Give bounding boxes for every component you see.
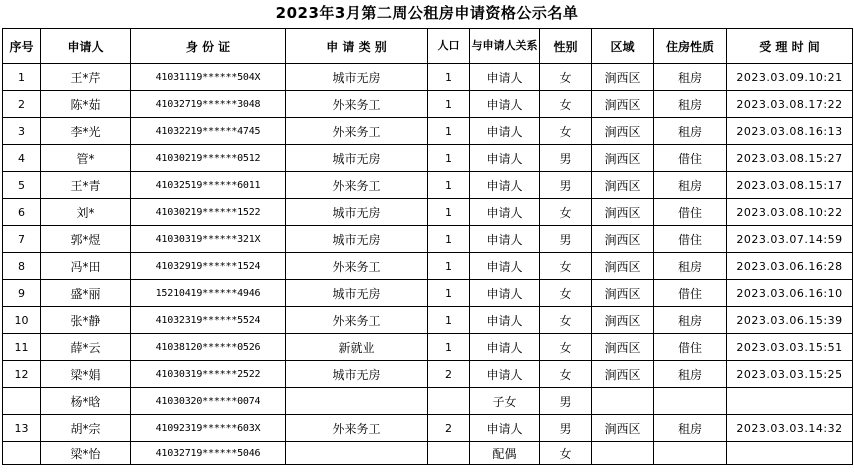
cell-sex: 男: [540, 226, 592, 253]
cell-area: 涧西区: [592, 64, 654, 91]
table-row: [3, 361, 853, 388]
cell-housing: 租房: [654, 64, 727, 91]
cell-time: 2023.03.08.17:22: [727, 91, 853, 118]
cell-relation: 申请人: [470, 307, 540, 334]
cell-applicant: 胡*宗: [41, 415, 131, 442]
cell-sex: 男: [540, 415, 592, 442]
cell-time: 2023.03.06.16:28: [727, 253, 853, 280]
cell-applicant: 王*青: [41, 172, 131, 199]
header-time: 受 理 时 间: [727, 29, 853, 64]
cell-seq: [3, 388, 41, 415]
cell-time: 2023.03.09.10:21: [727, 64, 853, 91]
cell-people: 1: [428, 307, 470, 334]
cell-housing: 租房: [654, 91, 727, 118]
cell-category: 城市无房: [286, 361, 428, 388]
cell-area: 涧西区: [592, 415, 654, 442]
table-row: [3, 91, 853, 118]
cell-housing: 租房: [654, 253, 727, 280]
cell-seq: 7: [3, 226, 41, 253]
header-id: 身 份 证: [131, 29, 286, 64]
table-row: [3, 388, 853, 415]
cell-sex: 男: [540, 388, 592, 415]
cell-category: [286, 388, 428, 415]
cell-relation: 申请人: [470, 145, 540, 172]
header-people: 人口: [428, 29, 470, 64]
cell-applicant: 盛*丽: [41, 280, 131, 307]
cell-id: 41030320******0074: [131, 388, 286, 415]
cell-category: 外来务工: [286, 172, 428, 199]
cell-area: 涧西区: [592, 199, 654, 226]
cell-seq: 8: [3, 253, 41, 280]
cell-area: 涧西区: [592, 226, 654, 253]
page-title: 2023年3月第二周公租房申请资格公示名单: [275, 4, 579, 22]
cell-category: 城市无房: [286, 226, 428, 253]
cell-people: 1: [428, 280, 470, 307]
table-row: [3, 307, 853, 334]
applicant-table: [2, 28, 853, 465]
cell-housing: 租房: [654, 307, 727, 334]
cell-category: 新就业: [286, 334, 428, 361]
cell-applicant: 刘*: [41, 199, 131, 226]
cell-area: 涧西区: [592, 280, 654, 307]
cell-id: 41030319******2522: [131, 361, 286, 388]
cell-applicant: 薛*云: [41, 334, 131, 361]
table-row: [3, 334, 853, 361]
cell-area: [592, 442, 654, 465]
cell-category: 城市无房: [286, 64, 428, 91]
table-row: [3, 226, 853, 253]
cell-relation: 申请人: [470, 118, 540, 145]
cell-area: 涧西区: [592, 307, 654, 334]
cell-time: 2023.03.08.16:13: [727, 118, 853, 145]
cell-area: 涧西区: [592, 145, 654, 172]
cell-applicant: 王*芹: [41, 64, 131, 91]
cell-category: 城市无房: [286, 280, 428, 307]
cell-people: 1: [428, 64, 470, 91]
cell-sex: 女: [540, 280, 592, 307]
cell-area: 涧西区: [592, 361, 654, 388]
cell-time: 2023.03.03.15:51: [727, 334, 853, 361]
cell-area: 涧西区: [592, 253, 654, 280]
table-row: [3, 199, 853, 226]
cell-time: 2023.03.08.15:17: [727, 172, 853, 199]
cell-id: 15210419******4946: [131, 280, 286, 307]
cell-applicant: 陈*茹: [41, 91, 131, 118]
cell-applicant: 郭*煜: [41, 226, 131, 253]
cell-applicant: 管*: [41, 145, 131, 172]
cell-sex: 男: [540, 145, 592, 172]
table-row: [3, 415, 853, 442]
cell-id: 41032919******1524: [131, 253, 286, 280]
cell-housing: 租房: [654, 172, 727, 199]
cell-housing: 租房: [654, 118, 727, 145]
cell-id: 41032719******5046: [131, 442, 286, 465]
header-applicant: 申请人: [41, 29, 131, 64]
cell-area: 涧西区: [592, 172, 654, 199]
cell-id: 41030219******0512: [131, 145, 286, 172]
cell-time: [727, 442, 853, 465]
header-relation: 与申请人关系: [470, 29, 540, 64]
cell-people: [428, 442, 470, 465]
cell-people: 1: [428, 118, 470, 145]
cell-sex: 女: [540, 442, 592, 465]
cell-seq: 13: [3, 415, 41, 442]
cell-relation: 申请人: [470, 199, 540, 226]
cell-housing: 租房: [654, 361, 727, 388]
cell-category: 外来务工: [286, 118, 428, 145]
cell-id: 41032319******5524: [131, 307, 286, 334]
cell-time: 2023.03.06.15:39: [727, 307, 853, 334]
cell-time: 2023.03.08.10:22: [727, 199, 853, 226]
header-area: 区域: [592, 29, 654, 64]
cell-applicant: 杨*晗: [41, 388, 131, 415]
cell-seq: 11: [3, 334, 41, 361]
cell-seq: 1: [3, 64, 41, 91]
cell-people: 1: [428, 253, 470, 280]
cell-area: 涧西区: [592, 91, 654, 118]
cell-people: 2: [428, 361, 470, 388]
table-header-row: [3, 29, 853, 64]
cell-housing: 借住: [654, 145, 727, 172]
cell-seq: 2: [3, 91, 41, 118]
cell-seq: 10: [3, 307, 41, 334]
cell-time: [727, 388, 853, 415]
table-row: [3, 145, 853, 172]
cell-housing: 借住: [654, 334, 727, 361]
cell-id: 41032519******6011: [131, 172, 286, 199]
cell-relation: 申请人: [470, 415, 540, 442]
cell-relation: 申请人: [470, 226, 540, 253]
cell-people: 1: [428, 172, 470, 199]
cell-time: 2023.03.06.16:10: [727, 280, 853, 307]
cell-housing: 租房: [654, 415, 727, 442]
cell-time: 2023.03.03.14:32: [727, 415, 853, 442]
cell-id: 41092319******603X: [131, 415, 286, 442]
cell-category: 外来务工: [286, 253, 428, 280]
cell-sex: 女: [540, 334, 592, 361]
cell-area: [592, 388, 654, 415]
cell-relation: 配偶: [470, 442, 540, 465]
header-sex: 性别: [540, 29, 592, 64]
table-body: [3, 64, 853, 465]
cell-time: 2023.03.03.15:25: [727, 361, 853, 388]
cell-id: 41030219******1522: [131, 199, 286, 226]
cell-category: 外来务工: [286, 415, 428, 442]
cell-people: 1: [428, 226, 470, 253]
table-row: [3, 172, 853, 199]
cell-id: 41031119******504X: [131, 64, 286, 91]
cell-seq: [3, 442, 41, 465]
cell-seq: 9: [3, 280, 41, 307]
cell-sex: 女: [540, 253, 592, 280]
cell-sex: 女: [540, 118, 592, 145]
cell-area: 涧西区: [592, 118, 654, 145]
cell-applicant: 李*光: [41, 118, 131, 145]
cell-category: 城市无房: [286, 145, 428, 172]
cell-seq: 5: [3, 172, 41, 199]
cell-people: 1: [428, 145, 470, 172]
cell-relation: 申请人: [470, 64, 540, 91]
cell-applicant: 冯*田: [41, 253, 131, 280]
cell-seq: 6: [3, 199, 41, 226]
cell-id: 41032219******4745: [131, 118, 286, 145]
cell-relation: 子女: [470, 388, 540, 415]
cell-id: 41038120******0526: [131, 334, 286, 361]
cell-applicant: 梁*娟: [41, 361, 131, 388]
cell-time: 2023.03.08.15:27: [727, 145, 853, 172]
cell-sex: 女: [540, 64, 592, 91]
cell-category: [286, 442, 428, 465]
cell-id: 41032719******3048: [131, 91, 286, 118]
cell-sex: 女: [540, 199, 592, 226]
cell-applicant: 张*静: [41, 307, 131, 334]
cell-sex: 女: [540, 91, 592, 118]
cell-sex: 女: [540, 361, 592, 388]
cell-housing: 借住: [654, 280, 727, 307]
header-housing: 住房性质: [654, 29, 727, 64]
cell-applicant: 梁*怡: [41, 442, 131, 465]
cell-id: 41030319******321X: [131, 226, 286, 253]
table-row: [3, 253, 853, 280]
cell-area: 涧西区: [592, 334, 654, 361]
cell-relation: 申请人: [470, 172, 540, 199]
cell-relation: 申请人: [470, 253, 540, 280]
header-seq: 序号: [3, 29, 41, 64]
cell-people: 1: [428, 91, 470, 118]
cell-category: 外来务工: [286, 307, 428, 334]
cell-category: 城市无房: [286, 199, 428, 226]
cell-sex: 男: [540, 172, 592, 199]
table-row: [3, 118, 853, 145]
cell-relation: 申请人: [470, 361, 540, 388]
cell-sex: 女: [540, 307, 592, 334]
cell-category: 外来务工: [286, 91, 428, 118]
table-row: [3, 442, 853, 465]
cell-seq: 4: [3, 145, 41, 172]
cell-people: 1: [428, 334, 470, 361]
cell-housing: 借住: [654, 226, 727, 253]
cell-seq: 12: [3, 361, 41, 388]
header-category: 申 请 类 别: [286, 29, 428, 64]
cell-housing: [654, 388, 727, 415]
cell-seq: 3: [3, 118, 41, 145]
cell-housing: [654, 442, 727, 465]
cell-relation: 申请人: [470, 334, 540, 361]
table-row: [3, 280, 853, 307]
cell-relation: 申请人: [470, 280, 540, 307]
table-row: [3, 64, 853, 91]
cell-relation: 申请人: [470, 91, 540, 118]
cell-housing: 借住: [654, 199, 727, 226]
cell-people: 1: [428, 199, 470, 226]
cell-people: 2: [428, 415, 470, 442]
cell-time: 2023.03.07.14:59: [727, 226, 853, 253]
cell-people: [428, 388, 470, 415]
